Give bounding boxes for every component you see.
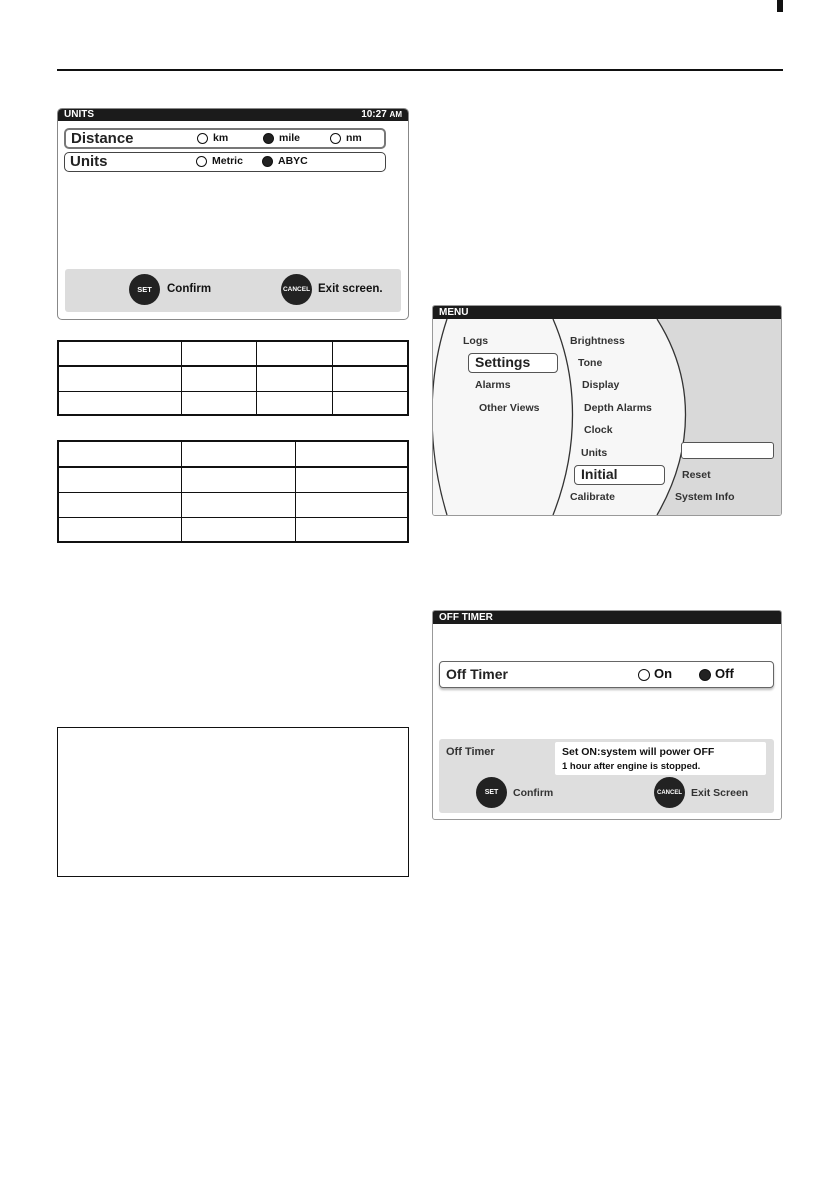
exit-screen-label: Exit screen. — [318, 283, 383, 295]
units-option-abyc[interactable] — [262, 155, 308, 168]
radio-empty-icon — [638, 669, 650, 681]
menu-item-logs[interactable]: Logs — [463, 335, 489, 347]
menu-item-alarms[interactable]: Alarms — [475, 379, 511, 391]
help-text-box — [555, 742, 766, 775]
note-box — [57, 727, 409, 877]
off-timer-title: OFF TIMER — [439, 612, 493, 623]
table-units — [57, 440, 409, 543]
option-label: Metric — [212, 155, 243, 167]
distance-option-km[interactable] — [197, 132, 228, 145]
distance-option-mile[interactable] — [263, 132, 300, 145]
page-edge-mark — [777, 0, 783, 12]
confirm-label: Confirm — [513, 787, 554, 799]
option-label: nm — [346, 132, 362, 144]
header-rule — [57, 69, 783, 71]
menu-screen — [432, 305, 782, 516]
units-action-bar — [65, 269, 401, 312]
menu-item-clock[interactable]: Clock — [584, 424, 613, 436]
help-line-1: Set ON:system will power OFF — [562, 746, 715, 758]
distance-option-nm[interactable] — [330, 132, 362, 145]
units-titlebar — [58, 109, 408, 121]
option-label: ABYC — [278, 155, 308, 167]
cancel-button[interactable]: CANCEL — [654, 777, 685, 808]
option-off[interactable] — [699, 666, 734, 681]
menu-item-settings[interactable]: Settings — [468, 353, 558, 373]
menu-columns-graphic — [433, 319, 781, 515]
menu-item-reset[interactable]: Reset — [682, 469, 711, 481]
menu-titlebar — [433, 306, 781, 319]
option-label: km — [213, 132, 229, 144]
cancel-button[interactable]: CANCEL — [281, 274, 312, 305]
option-label: mile — [279, 132, 301, 144]
off-timer-help-panel — [439, 739, 774, 813]
table-row — [58, 467, 408, 492]
help-label: Off Timer — [446, 746, 495, 758]
menu-item-tone[interactable]: Tone — [578, 357, 603, 369]
table-distance — [57, 340, 409, 416]
set-button[interactable]: SET — [476, 777, 507, 808]
option-off-label: Off — [715, 666, 734, 681]
radio-filled-icon — [262, 156, 273, 167]
option-on-label: On — [654, 666, 673, 681]
distance-row[interactable] — [64, 128, 386, 149]
clock-display — [361, 109, 402, 121]
clock-ampm: AM — [389, 110, 402, 119]
table-row — [58, 391, 408, 415]
radio-empty-icon — [330, 133, 341, 144]
units-row[interactable] — [64, 152, 386, 172]
units-option-metric[interactable] — [196, 155, 243, 168]
units-title: UNITS — [64, 109, 94, 120]
menu-item-units[interactable]: Units — [581, 447, 608, 459]
table-row — [58, 441, 408, 467]
option-on[interactable] — [638, 666, 672, 681]
set-button[interactable]: SET — [129, 274, 160, 305]
table-row — [58, 366, 408, 391]
menu-empty-slot — [681, 442, 774, 459]
menu-item-brightness[interactable]: Brightness — [570, 335, 625, 347]
menu-item-system-info[interactable]: System Info — [675, 491, 735, 503]
table-row — [58, 517, 408, 542]
confirm-label: Confirm — [167, 283, 212, 295]
clock-time: 10:27 — [361, 109, 387, 120]
off-timer-row-label: Off Timer — [446, 666, 508, 682]
off-timer-titlebar — [433, 611, 781, 624]
menu-item-depth-alarms[interactable]: Depth Alarms — [584, 402, 652, 414]
menu-item-display[interactable]: Display — [582, 379, 620, 391]
radio-filled-icon — [699, 669, 711, 681]
table-row — [58, 341, 408, 366]
radio-filled-icon — [263, 133, 274, 144]
off-timer-screen — [432, 610, 782, 820]
distance-label: Distance — [71, 130, 134, 147]
menu-item-calibrate[interactable]: Calibrate — [570, 491, 615, 503]
menu-item-initial[interactable]: Initial — [574, 465, 665, 485]
units-screen — [57, 108, 409, 320]
off-timer-row[interactable] — [439, 661, 774, 688]
radio-empty-icon — [196, 156, 207, 167]
radio-empty-icon — [197, 133, 208, 144]
exit-screen-label: Exit Screen — [691, 787, 749, 799]
table-row — [58, 492, 408, 517]
menu-title: MENU — [439, 307, 469, 318]
menu-item-other-views[interactable]: Other Views — [479, 402, 540, 414]
help-line-2: 1 hour after engine is stopped. — [562, 761, 701, 772]
units-label: Units — [70, 153, 108, 170]
